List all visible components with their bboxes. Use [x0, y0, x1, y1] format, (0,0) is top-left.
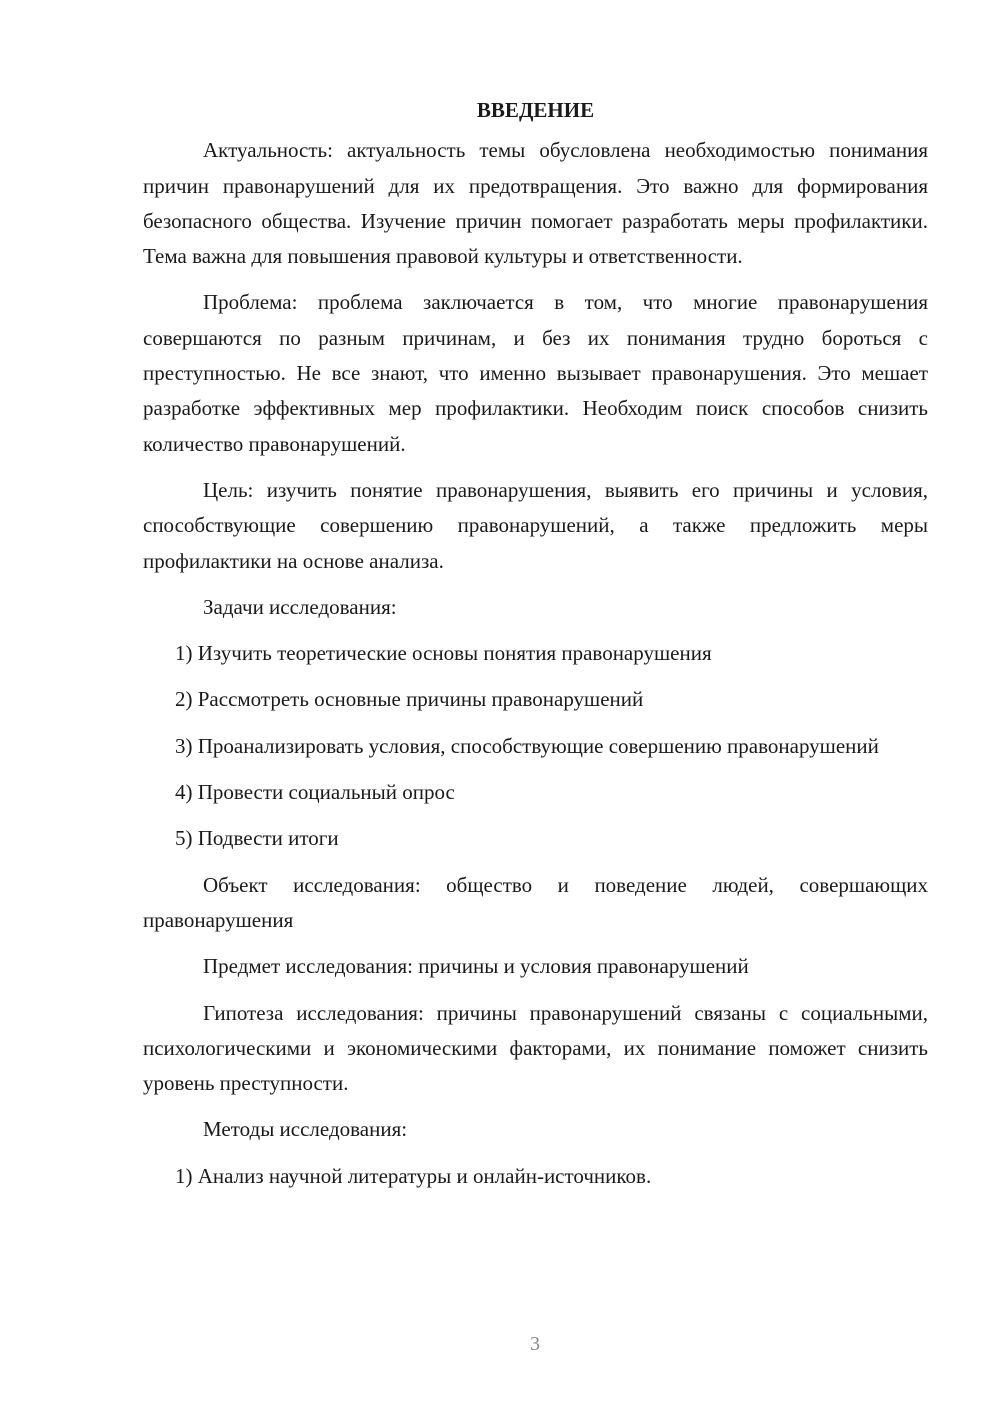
- task-item-4: 4) Провести социальный опрос: [175, 780, 455, 805]
- section-title: ВВЕДЕНИЕ: [476, 98, 595, 122]
- goal-paragraph: Цель: изучить понятие правонарушения, выявить его причины и условия, способствующие совершению правонарушений, а также предложить меры профилактики на основе анализа.: [143, 477, 928, 573]
- task-item-5: 5) Подвести итоги: [175, 826, 339, 851]
- problem-paragraph: Проблема: проблема заключается в том, что многие правонарушения совершаются по разным причинам, и без их понимания трудно бороться с преступностью. Не все знают, что именно вызывает правонарушения. Это мешает разработке эффективных мер профилактики. Необходим поиск способов снизить количество правонарушений.: [143, 290, 928, 456]
- task-item-1: 1) Изучить теоретические основы понятия правонарушения: [175, 641, 712, 666]
- methods-heading: Методы исследования:: [203, 1117, 408, 1142]
- subject-paragraph: Предмет исследования: причины и условия правонарушений: [203, 954, 749, 979]
- task-item-2: 2) Рассмотреть основные причины правонарушений: [175, 687, 644, 712]
- task-item-3: 3) Проанализировать условия, способствующие совершению правонарушений: [175, 733, 879, 758]
- tasks-heading: Задачи исследования:: [203, 594, 397, 619]
- hypothesis-paragraph: Гипотеза исследования: причины правонарушений связаны с социальными, психологическими и экономическими факторами, их понимание поможет снизить уровень преступности.: [143, 1000, 928, 1096]
- object-paragraph: Объект исследования: общество и поведение людей, совершающих правонарушения: [143, 872, 928, 932]
- page-number: 3: [530, 1333, 540, 1355]
- document-page: [143, 93, 928, 1194]
- method-item-1: 1) Анализ научной литературы и онлайн-источников.: [175, 1163, 652, 1188]
- relevance-paragraph: Актуальность: актуальность темы обусловлена необходимостью понимания причин правонарушений для их предотвращения. Это важно для формирования безопасного общества. Изучение причин помогает разработать меры профилактики. Тема важна для повышения правовой культуры и ответственности.: [143, 138, 928, 269]
